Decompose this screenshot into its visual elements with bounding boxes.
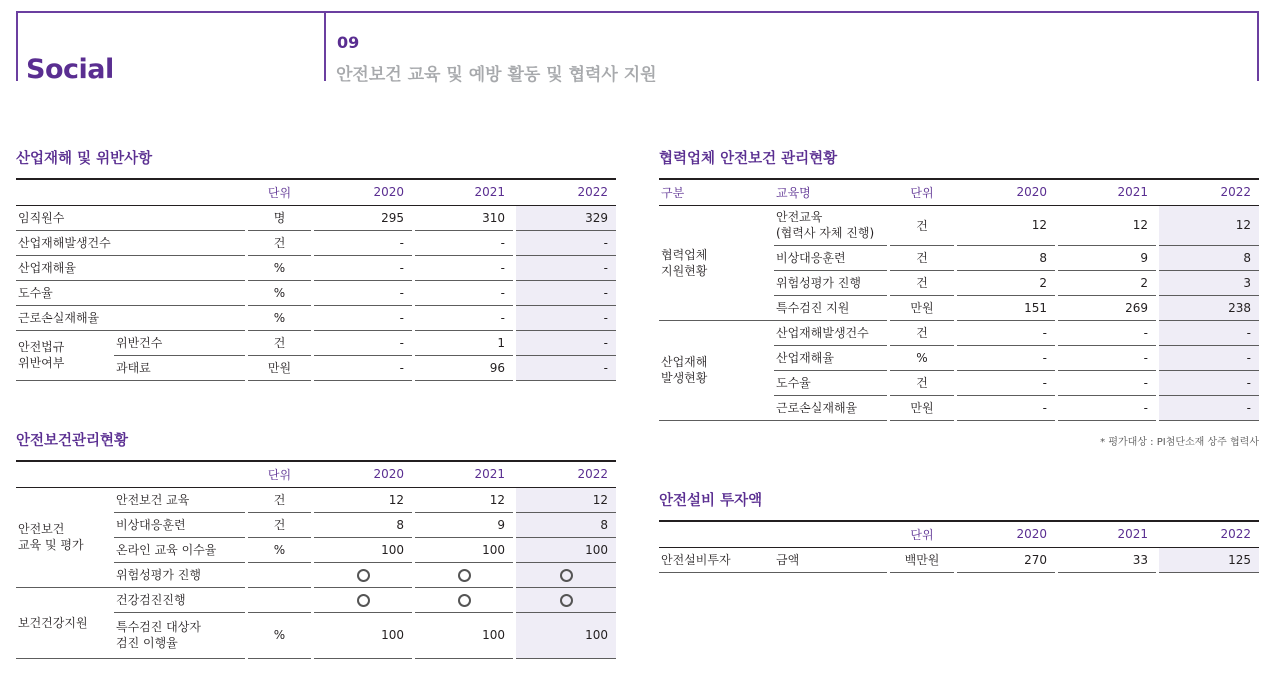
value-2022: 3 — [1159, 270, 1259, 295]
header-2022: 2022 — [516, 462, 616, 487]
value-2020: 8 — [957, 245, 1055, 270]
row-item: 금액 — [774, 547, 887, 572]
table-row — [16, 305, 616, 330]
value-2020: - — [314, 305, 412, 330]
value-2022: - — [1159, 345, 1259, 370]
row-label: 안전설비투자 — [659, 547, 774, 572]
value-2022: 238 — [1159, 295, 1259, 320]
table-row — [16, 330, 616, 355]
table1-title: 산업재해 및 위반사항 — [16, 151, 153, 167]
group-label: 협력업체 지원현황 — [659, 205, 774, 320]
value-2021: 96 — [415, 355, 513, 380]
table-row — [16, 205, 616, 230]
chapter-number: 09 — [337, 33, 360, 52]
value-2022: - — [1159, 370, 1259, 395]
row-unit: 건 — [248, 230, 311, 255]
value-2021: - — [415, 280, 513, 305]
value-2021: - — [415, 255, 513, 280]
group-label: 안전보건 교육 및 평가 — [16, 487, 114, 587]
row-unit: 건 — [248, 512, 311, 537]
row-unit — [248, 587, 311, 612]
section-title: Social — [26, 54, 114, 85]
value-2022: - — [516, 230, 616, 255]
value-2022: - — [1159, 320, 1259, 345]
row-label: 근로손실재해율 — [774, 395, 887, 420]
row-unit: 만원 — [890, 395, 954, 420]
header-unit: 단위 — [248, 180, 311, 205]
group-label: 안전법규 위반여부 — [16, 330, 114, 380]
row-label: 건강검진진행 — [114, 587, 245, 612]
table-row — [16, 280, 616, 305]
row-unit: 건 — [890, 245, 954, 270]
value-2022: 125 — [1159, 547, 1259, 572]
value-2020: 100 — [314, 612, 412, 658]
row-unit: % — [248, 612, 311, 658]
check-circle-icon — [314, 562, 412, 587]
table-header-row — [659, 522, 1259, 547]
row-label: 근로손실재해율 — [16, 305, 245, 330]
row-label: 비상대응훈련 — [114, 512, 245, 537]
row-label: 산업재해율 — [774, 345, 887, 370]
table-row — [659, 320, 1259, 345]
value-2021: 269 — [1058, 295, 1156, 320]
row-unit: 건 — [890, 370, 954, 395]
row-unit: % — [248, 280, 311, 305]
table-row — [659, 547, 1259, 572]
row-label: 위험성평가 진행 — [774, 270, 887, 295]
row-unit — [248, 562, 311, 587]
row-label: 특수검진 지원 — [774, 295, 887, 320]
table-industrial-accidents — [16, 180, 616, 381]
value-2021: 9 — [1058, 245, 1156, 270]
value-2020: - — [314, 280, 412, 305]
row-unit: 건 — [890, 320, 954, 345]
row-unit: % — [248, 255, 311, 280]
value-2022: - — [516, 330, 616, 355]
table-partner-safety — [659, 180, 1259, 421]
value-2021: - — [1058, 320, 1156, 345]
row-label: 위험성평가 진행 — [114, 562, 245, 587]
header-2022: 2022 — [1159, 180, 1259, 205]
table2-title: 안전보건관리현황 — [16, 433, 129, 449]
table-header-row — [659, 180, 1259, 205]
value-2022: 8 — [1159, 245, 1259, 270]
value-2020: - — [314, 230, 412, 255]
value-2021: 100 — [415, 537, 513, 562]
chapter-title: 안전보건 교육 및 예방 활동 및 협력사 지원 — [336, 65, 657, 85]
row-unit: % — [248, 305, 311, 330]
value-2020: - — [314, 255, 412, 280]
table4-title: 안전설비 투자액 — [659, 493, 763, 509]
value-2021: 12 — [1058, 205, 1156, 245]
value-2021: 9 — [415, 512, 513, 537]
check-circle-icon — [516, 562, 616, 587]
table-safety-investment — [659, 522, 1259, 573]
value-2021: 2 — [1058, 270, 1156, 295]
header-unit: 단위 — [890, 522, 954, 547]
row-unit: 명 — [248, 205, 311, 230]
row-label: 산업재해율 — [16, 255, 245, 280]
value-2021: 33 — [1058, 547, 1156, 572]
row-label: 안전교육 (협력사 자체 진행) — [774, 205, 887, 245]
value-2021: - — [1058, 370, 1156, 395]
value-2020: 12 — [957, 205, 1055, 245]
value-2022: 12 — [516, 487, 616, 512]
value-2021: 1 — [415, 330, 513, 355]
table-header-row — [16, 462, 616, 487]
value-2021: - — [1058, 395, 1156, 420]
row-unit: % — [890, 345, 954, 370]
row-unit: 만원 — [248, 355, 311, 380]
header-unit: 단위 — [890, 180, 954, 205]
row-label: 도수율 — [16, 280, 245, 305]
check-circle-icon — [314, 587, 412, 612]
value-2020: 2 — [957, 270, 1055, 295]
value-2020: 12 — [314, 487, 412, 512]
row-unit: 건 — [890, 205, 954, 245]
value-2022: - — [516, 280, 616, 305]
header-2022: 2022 — [516, 180, 616, 205]
value-2022: - — [516, 255, 616, 280]
value-2022: 8 — [516, 512, 616, 537]
row-unit: % — [248, 537, 311, 562]
row-label: 임직원수 — [16, 205, 245, 230]
header-program: 교육명 — [774, 180, 887, 205]
row-label: 산업재해발생건수 — [774, 320, 887, 345]
row-label: 온라인 교육 이수율 — [114, 537, 245, 562]
table-row — [16, 587, 616, 612]
value-2022: 100 — [516, 537, 616, 562]
header-2020: 2020 — [957, 522, 1055, 547]
table-row — [659, 205, 1259, 245]
value-2020: 295 — [314, 205, 412, 230]
row-unit: 건 — [890, 270, 954, 295]
check-circle-icon — [516, 587, 616, 612]
row-label: 안전보건 교육 — [114, 487, 245, 512]
header-2020: 2020 — [957, 180, 1055, 205]
check-circle-icon — [415, 587, 513, 612]
value-2021: 100 — [415, 612, 513, 658]
row-unit: 만원 — [890, 295, 954, 320]
header-2022: 2022 — [1159, 522, 1259, 547]
row-unit: 건 — [248, 330, 311, 355]
header-2020: 2020 — [314, 462, 412, 487]
value-2022: - — [516, 355, 616, 380]
table3-title: 협력업체 안전보건 관리현황 — [659, 151, 838, 167]
value-2020: - — [957, 370, 1055, 395]
group-label: 보건건강지원 — [16, 587, 114, 658]
value-2021: 12 — [415, 487, 513, 512]
table-row — [16, 255, 616, 280]
table-row — [16, 230, 616, 255]
header-2021: 2021 — [1058, 522, 1156, 547]
value-2020: 151 — [957, 295, 1055, 320]
header-2021: 2021 — [415, 462, 513, 487]
table-header-row — [16, 180, 616, 205]
value-2020: - — [957, 395, 1055, 420]
value-2022: - — [516, 305, 616, 330]
header-unit: 단위 — [248, 462, 311, 487]
value-2022: - — [1159, 395, 1259, 420]
value-2022: 329 — [516, 205, 616, 230]
value-2020: - — [957, 345, 1055, 370]
row-label: 과태료 — [114, 355, 245, 380]
value-2020: 270 — [957, 547, 1055, 572]
row-label: 비상대응훈련 — [774, 245, 887, 270]
group-label: 산업재해 발생현황 — [659, 320, 774, 420]
value-2021: - — [415, 305, 513, 330]
row-unit: 백만원 — [890, 547, 954, 572]
header-2020: 2020 — [314, 180, 412, 205]
value-2021: - — [1058, 345, 1156, 370]
footnote: * 평가대상 : PI첨단소재 상주 협력사 — [1100, 437, 1259, 448]
header-divider — [324, 11, 326, 81]
value-2022: 12 — [1159, 205, 1259, 245]
row-label: 특수검진 대상자 검진 이행율 — [114, 612, 245, 658]
row-label: 산업재해발생건수 — [16, 230, 245, 255]
value-2020: - — [314, 355, 412, 380]
value-2020: - — [957, 320, 1055, 345]
value-2020: 8 — [314, 512, 412, 537]
table-row — [16, 487, 616, 512]
header-2021: 2021 — [1058, 180, 1156, 205]
value-2020: - — [314, 330, 412, 355]
row-label: 위반건수 — [114, 330, 245, 355]
row-label: 도수율 — [774, 370, 887, 395]
table-safety-management — [16, 462, 616, 659]
row-unit: 건 — [248, 487, 311, 512]
value-2022: 100 — [516, 612, 616, 658]
value-2020: 100 — [314, 537, 412, 562]
check-circle-icon — [415, 562, 513, 587]
header-category: 구분 — [659, 180, 774, 205]
value-2021: 310 — [415, 205, 513, 230]
header-2021: 2021 — [415, 180, 513, 205]
value-2021: - — [415, 230, 513, 255]
